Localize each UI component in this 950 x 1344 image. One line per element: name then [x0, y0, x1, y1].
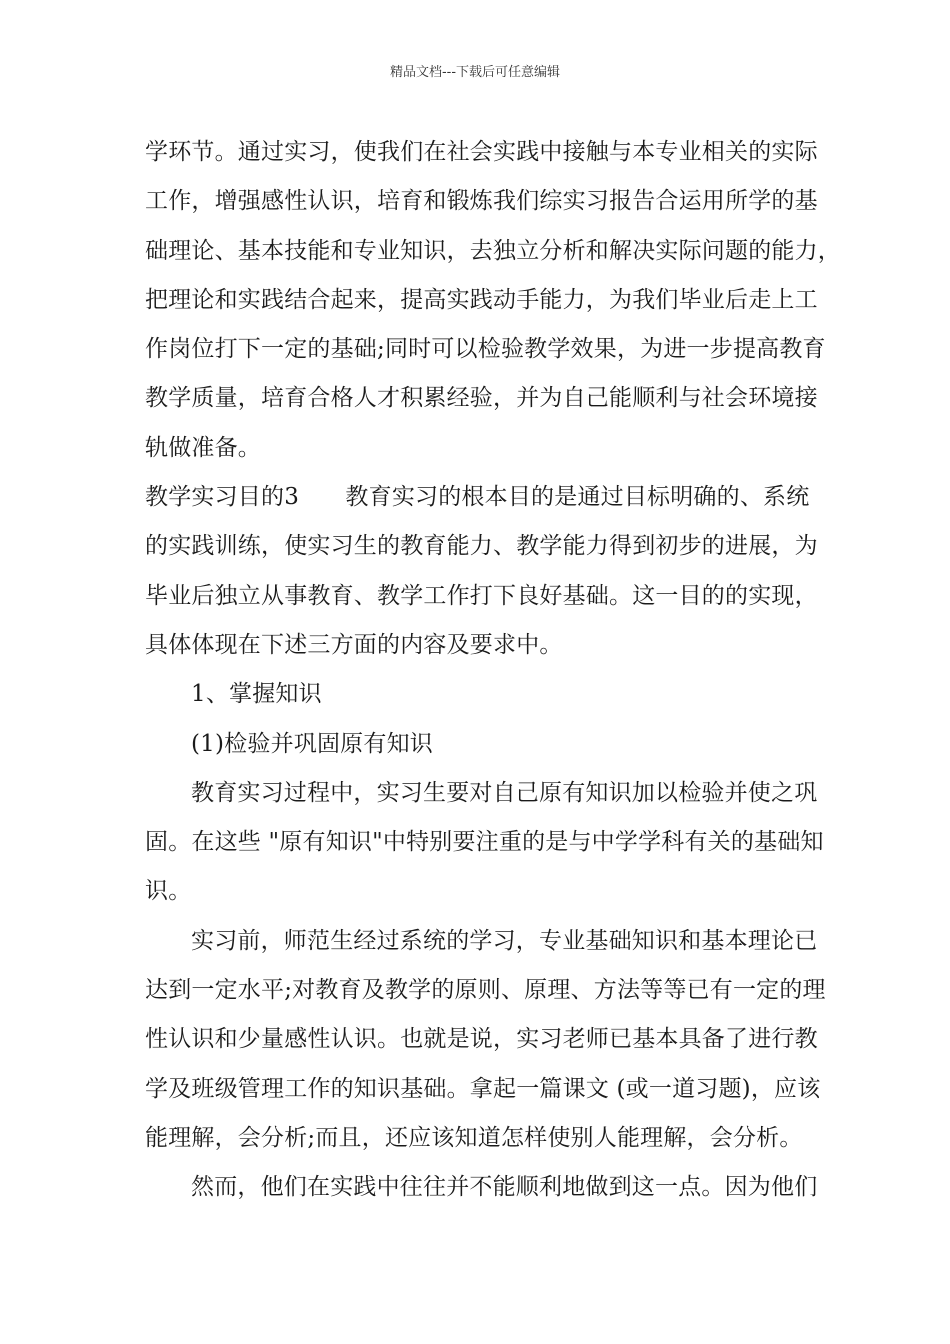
list-heading: 1、掌握知识 [191, 681, 322, 708]
text-line: 工作，增强感性认识，培育和锻炼我们综实习报告合运用所学的基 [145, 188, 818, 215]
text-line: 识。 [145, 878, 192, 905]
text-line: 把理论和实践结合起来，提高实践动手能力，为我们毕业后走上工 [145, 286, 818, 313]
text-line: 学及班级管理工作的知识基础。拿起一篇课文 (或一道习题)，应该 [145, 1075, 821, 1102]
text-line: 教育实习过程中，实习生要对自己原有知识加以检验并使之巩 [191, 779, 818, 806]
text-line: 固。在这些 "原有知识"中特别要注重的是与中学学科有关的基础知 [145, 829, 824, 856]
sub-heading: (1)检验并巩固原有知识 [191, 730, 433, 757]
document-body [145, 128, 841, 1213]
text-line: 然而，他们在实践中往往并不能顺利地做到这一点。因为他们 [191, 1174, 818, 1201]
text-line: 达到一定水平;对教育及教学的原则、原理、方法等等已有一定的理 [145, 977, 826, 1004]
text-line: 础理论、基本技能和专业知识，去独立分析和解决实际问题的能力， [145, 237, 841, 264]
text-line: 学环节。通过实习，使我们在社会实践中接触与本专业相关的实际 [145, 139, 818, 165]
text-line: 作岗位打下一定的基础;同时可以检验教学效果，为进一步提高教育 [145, 336, 826, 363]
text-line: 具体体现在下述三方面的内容及要求中。 [145, 631, 563, 658]
text-line: 实习前，师范生经过系统的学习，专业基础知识和基本理论已 [191, 927, 818, 954]
text-line: 的实践训练，使实习生的教育能力、教学能力得到初步的进展，为 [145, 533, 818, 560]
text-line: 毕业后独立从事教育、教学工作打下良好基础。这一目的的实现， [145, 582, 818, 609]
text-line: 教学质量，培育合格人才积累经验，并为自己能顺利与社会环境接 [145, 385, 818, 412]
text-line: 能理解，会分析;而且，还应该知道怎样使别人能理解，会分析。 [145, 1124, 803, 1151]
text-line: 轨做准备。 [145, 434, 261, 461]
page-header: 精品文档---下载后可任意编辑 [389, 65, 561, 80]
section-heading-line: 教学实习目的3 教育实习的根本目的是通过目标明确的、系统 [145, 484, 810, 511]
text-line: 性认识和少量感性认识。也就是说，实习老师已基本具备了进行教 [145, 1026, 818, 1053]
